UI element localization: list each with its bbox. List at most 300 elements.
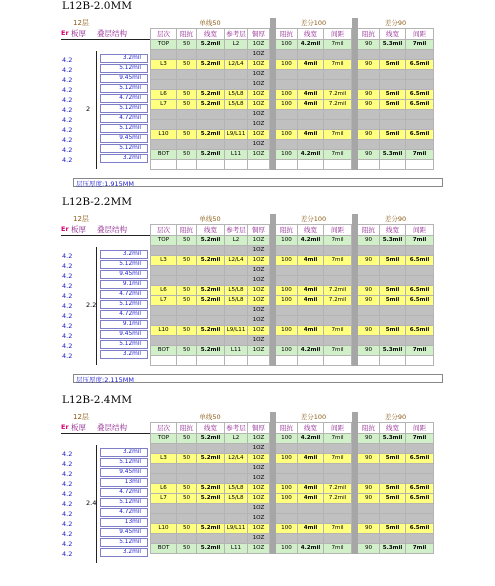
section-title: L12B-2.4MM [62,394,132,406]
table-cell [406,335,434,345]
table-cell [380,305,406,315]
table-cell [358,159,380,169]
table-cell: 4.2mil [298,235,324,245]
table-cell: 1OZ [248,255,270,265]
column-header: 间距 [324,422,352,433]
table-cell [177,69,197,79]
stack-structure-header: 叠层结构 [97,423,127,432]
table-row [151,503,434,513]
table-cell [380,119,406,129]
table-row [151,285,434,295]
table-cell: 4mil [298,523,324,533]
table-cell: L3 [151,59,177,69]
table-cell [225,463,248,473]
stackup-section [0,196,495,388]
table-cell: 90 [358,285,380,295]
table-cell: 100 [276,483,298,493]
table-cell: 5.2mil [197,543,225,553]
table-cell: 5.2mil [197,285,225,295]
table-cell: 1OZ [248,109,270,119]
board-thickness-value: 2.2 [86,301,97,309]
table-cell [151,79,177,89]
table-cell: 100 [276,295,298,305]
table-cell [177,79,197,89]
er-value: 4.2 [62,86,73,94]
stack-structure-header: 叠层结构 [97,225,127,234]
table-cell [324,463,352,473]
table-cell: 7.2mil [324,483,352,493]
table-cell [225,69,248,79]
table-cell: 1OZ [248,305,270,315]
er-header: Er [61,423,69,431]
table-cell [177,473,197,483]
table-cell [406,513,434,523]
table-cell [177,503,197,513]
table-cell: 50 [177,453,197,463]
table-cell [406,69,434,79]
table-cell: 5.2mil [197,149,225,159]
table-cell: 100 [276,433,298,443]
table-cell [358,245,380,255]
table-cell [298,139,324,149]
stack-dielectric-cell: 9.45mil [100,74,148,83]
table-cell [225,79,248,89]
table-cell [151,139,177,149]
table-cell: L2 [225,39,248,49]
table-cell [324,355,352,365]
table-cell [151,119,177,129]
table-row [151,255,434,265]
table-cell: TOP [151,433,177,443]
table-row [151,159,434,169]
column-header: 层次 [151,28,177,39]
stack-dielectric-cell: 4.72mil [100,488,148,497]
table-cell: 1OZ [248,49,270,59]
table-cell: 50 [177,483,197,493]
pressed-thickness-label: 层压厚度:2.115MM [76,376,135,384]
table-cell: L5/L8 [225,99,248,109]
column-header: 间距 [406,422,434,433]
stack-dielectric-cell: 5.12mil [100,104,148,113]
er-value: 4.2 [62,342,73,350]
table-row [151,315,434,325]
table-cell [298,533,324,543]
table-cell: 5.2mil [197,453,225,463]
table-row [151,433,434,443]
table-cell [197,139,225,149]
layer-count-label: 12层 [73,19,89,27]
table-cell [298,355,324,365]
stack-dielectric-cell: 9.45mil [100,134,148,143]
table-cell [151,109,177,119]
table-cell: 5.2mil [197,523,225,533]
table-cell: 50 [177,255,197,265]
table-cell: 50 [177,129,197,139]
table-cell [380,69,406,79]
table-cell: 1OZ [248,139,270,149]
table-cell: 100 [276,89,298,99]
table-cell [177,139,197,149]
table-cell [406,355,434,365]
table-cell: 7mil [406,433,434,443]
table-row [151,355,434,365]
table-cell: 5.3mil [380,39,406,49]
table-cell [276,69,298,79]
table-cell [324,79,352,89]
column-header: 阻抗 [276,28,298,39]
table-cell [298,119,324,129]
table-cell: 7mil [324,59,352,69]
table-cell [225,513,248,523]
group-diff-100: 差分100 [300,412,327,421]
stack-structure-header: 叠层结构 [97,29,127,38]
stack-dielectric-cell: 3.2mil [100,548,148,557]
column-header: 间距 [324,28,352,39]
table-row [151,79,434,89]
table-row [151,463,434,473]
table-cell: BOT [151,543,177,553]
table-cell [358,473,380,483]
table-cell [324,473,352,483]
er-value: 4.2 [62,352,73,360]
table-cell: 6.5mil [406,129,434,139]
er-value: 4.2 [62,282,73,290]
table-cell [151,265,177,275]
table-cell [358,315,380,325]
table-cell [225,473,248,483]
table-cell [276,443,298,453]
table-cell [177,533,197,543]
table-cell [380,245,406,255]
table-cell: BOT [151,345,177,355]
table-cell [225,139,248,149]
table-cell: 4.2mil [298,39,324,49]
table-row [151,59,434,69]
table-cell: 4mil [298,325,324,335]
stack-dielectric-cell: 5.12mil [100,64,148,73]
table-cell: 7.2mil [324,285,352,295]
table-cell: 1OZ [248,149,270,159]
table-row [151,109,434,119]
er-value: 4.2 [62,292,73,300]
table-cell: 7mil [324,453,352,463]
table-cell: 5.2mil [197,99,225,109]
table-cell [406,49,434,59]
layer-count-label: 12层 [73,413,89,421]
table-cell [298,69,324,79]
table-row [151,265,434,275]
table-row [151,89,434,99]
table-cell: 1OZ [248,433,270,443]
table-row [151,335,434,345]
stack-dielectric-cell: 5.12mil [100,538,148,547]
table-cell [324,503,352,513]
table-cell [380,473,406,483]
table-cell: L2/L4 [225,255,248,265]
table-cell [177,245,197,255]
table-cell: 5.2mil [197,483,225,493]
er-value: 4.2 [62,550,73,558]
stack-dielectric-cell: 9.45mil [100,270,148,279]
table-cell [358,335,380,345]
table-cell [406,119,434,129]
table-cell [225,533,248,543]
table-cell [225,119,248,129]
table-cell [151,473,177,483]
table-cell [276,265,298,275]
table-cell [324,49,352,59]
table-cell [380,109,406,119]
table-cell: 7mil [406,39,434,49]
table-cell [248,159,270,169]
er-value: 4.2 [62,460,73,468]
column-header: 线宽 [197,224,225,235]
stack-dielectric-cell: 13mil [100,518,148,527]
er-value: 4.2 [62,262,73,270]
stack-dielectric-cell: 4.72mil [100,94,148,103]
er-value: 4.2 [62,146,73,154]
table-row [151,295,434,305]
er-value: 4.2 [62,106,73,114]
table-cell: TOP [151,39,177,49]
table-cell: 6.5mil [406,59,434,69]
table-cell [406,473,434,483]
pressed-thickness-label: 层压厚度:1.915MM [76,180,135,188]
table-row [151,39,434,49]
table-row [151,345,434,355]
er-value: 4.2 [62,56,73,64]
table-cell: 1OZ [248,59,270,69]
table-cell [151,49,177,59]
table-cell [276,109,298,119]
table-cell: 1OZ [248,325,270,335]
column-header: 阻抗 [276,422,298,433]
table-cell [197,355,225,365]
er-value: 4.2 [62,470,73,478]
table-cell [324,265,352,275]
table-cell: 100 [276,235,298,245]
column-header: 铜厚 [248,224,270,235]
table-cell [197,265,225,275]
table-cell: 50 [177,89,197,99]
table-cell: L6 [151,89,177,99]
table-cell [276,473,298,483]
table-cell [177,335,197,345]
er-value: 4.2 [62,272,73,280]
table-cell [358,265,380,275]
er-value: 4.2 [62,116,73,124]
table-cell: 4.2mil [298,433,324,443]
table-cell [380,139,406,149]
table-cell [225,503,248,513]
table-cell: 6.5mil [406,453,434,463]
table-cell: 50 [177,523,197,533]
impedance-table [150,412,434,554]
table-cell [406,315,434,325]
table-cell: L2/L4 [225,453,248,463]
table-cell [225,49,248,59]
group-diff-90: 差分90 [384,18,407,27]
header-divider [61,433,150,434]
table-cell [298,265,324,275]
column-header: 阻抗 [276,224,298,235]
column-header: 参考层 [226,423,246,432]
table-cell: 50 [177,39,197,49]
table-cell [248,355,270,365]
table-cell [276,463,298,473]
board-thickness-value: 2 [86,105,91,113]
layer-count-label: 12层 [73,215,89,223]
table-cell: 5mil [380,523,406,533]
table-row [151,99,434,109]
er-value: 4.2 [62,136,73,144]
stack-left-line [96,51,97,169]
table-cell: 7mil [324,129,352,139]
column-header: 间距 [324,224,352,235]
er-value: 4.2 [62,76,73,84]
table-cell: 1OZ [248,533,270,543]
table-cell: L7 [151,99,177,109]
table-cell: 1OZ [248,483,270,493]
table-cell: 6.5mil [406,285,434,295]
table-row [151,513,434,523]
table-cell [358,69,380,79]
table-row [151,305,434,315]
table-cell [197,245,225,255]
table-cell [298,49,324,59]
table-cell [380,79,406,89]
table-cell: 50 [177,59,197,69]
table-cell: 1OZ [248,473,270,483]
table-cell: 1OZ [248,335,270,345]
table-cell: 5mil [380,99,406,109]
table-cell [298,275,324,285]
table-cell [151,533,177,543]
table-cell: L5/L8 [225,295,248,305]
table-cell: 90 [358,59,380,69]
table-cell [298,443,324,453]
er-value: 4.2 [62,450,73,458]
table-cell [197,119,225,129]
table-cell: 5mil [380,129,406,139]
table-cell: 4.2mil [298,149,324,159]
stackup-section [0,394,495,586]
table-cell [276,245,298,255]
table-cell: 100 [276,285,298,295]
table-cell [298,305,324,315]
table-cell [380,463,406,473]
table-cell: 4mil [298,295,324,305]
table-cell: 1OZ [248,69,270,79]
table-cell: 5.2mil [197,295,225,305]
table-cell [197,79,225,89]
table-cell: 7mil [406,345,434,355]
table-cell [177,315,197,325]
table-cell [197,275,225,285]
table-cell [380,265,406,275]
table-cell [225,275,248,285]
table-cell: 100 [276,59,298,69]
table-cell: 50 [177,99,197,109]
stack-dielectric-cell: 5.12mil [100,458,148,467]
table-cell [358,305,380,315]
table-cell: 50 [177,285,197,295]
table-cell [177,305,197,315]
table-cell [197,443,225,453]
table-cell: 90 [358,493,380,503]
column-header: 铜厚 [248,28,270,39]
table-cell: 1OZ [248,543,270,553]
table-row [151,119,434,129]
table-cell: 1OZ [248,275,270,285]
table-cell [197,109,225,119]
column-header: 层次 [151,422,177,433]
table-cell [177,355,197,365]
table-cell: L10 [151,523,177,533]
table-cell [380,503,406,513]
table-cell: 50 [177,493,197,503]
table-cell [358,513,380,523]
table-cell [177,49,197,59]
column-header: 阻抗 [358,422,380,433]
table-cell [197,463,225,473]
table-cell [380,335,406,345]
table-row [151,543,434,553]
table-cell [298,473,324,483]
table-cell: 1OZ [248,129,270,139]
table-cell [151,355,177,365]
table-cell: 50 [177,235,197,245]
table-cell: 100 [276,325,298,335]
table-cell [358,109,380,119]
table-cell: 5.2mil [197,89,225,99]
table-cell [324,159,352,169]
table-cell: L7 [151,493,177,503]
table-cell: 5.2mil [197,39,225,49]
er-value: 4.2 [62,96,73,104]
table-cell [151,463,177,473]
table-cell [276,533,298,543]
column-header: 线宽 [197,422,225,433]
table-cell: L5/L8 [225,285,248,295]
table-row [151,443,434,453]
table-cell [298,245,324,255]
table-cell: 6.5mil [406,89,434,99]
table-cell: 5.3mil [380,433,406,443]
table-cell: 1OZ [248,453,270,463]
table-cell: 100 [276,39,298,49]
table-cell [276,315,298,325]
er-value: 4.2 [62,66,73,74]
er-value: 4.2 [62,126,73,134]
er-value: 4.2 [62,156,73,164]
table-cell: 100 [276,543,298,553]
table-cell [151,305,177,315]
table-cell [380,159,406,169]
group-single-ended: 单线50 [199,412,221,421]
board-thickness-value: 2.4 [86,499,97,507]
table-cell [197,513,225,523]
table-cell: 5.3mil [380,543,406,553]
column-header: 铜厚 [248,422,270,433]
table-cell: L9/L11 [225,325,248,335]
table-cell: 90 [358,149,380,159]
table-cell [276,503,298,513]
table-cell [225,305,248,315]
table-cell [298,315,324,325]
table-cell: 90 [358,433,380,443]
table-cell: 90 [358,39,380,49]
